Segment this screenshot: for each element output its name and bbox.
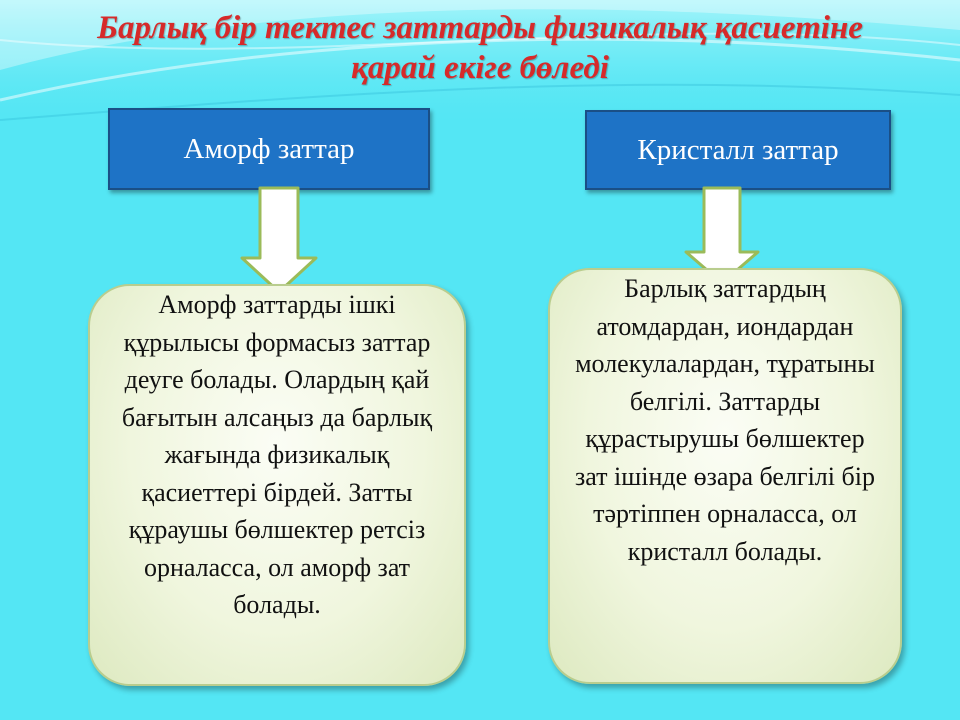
- crystal-description-box: [548, 268, 902, 684]
- down-arrow-left-icon: [240, 186, 320, 296]
- crystal-description-text: Барлық заттардың атомдардан, иондардан молекулалардан, тұратыны белгілі. Заттарды құрастырушы бөлшектер зат ішінде өзара белгілі бір тәртіппен орналасса, ол кристалл болады.: [575, 274, 875, 566]
- amorphous-header-label: Аморф заттар: [183, 133, 355, 165]
- amorphous-description-box: [88, 284, 466, 686]
- slide-title-line1: Барлық бір тектес заттарды физикалық қасиетіне: [97, 10, 863, 46]
- crystal-header-box: [585, 110, 891, 190]
- crystal-header-label: Кристалл заттар: [637, 134, 839, 166]
- slide-title: [20, 8, 940, 88]
- slide-title-line2: қарай екіге бөледі: [351, 50, 609, 86]
- amorphous-description-text: Аморф заттарды ішкі құрылысы формасыз заттар деуге болады. Олардың қай бағытын алсаңыз да барлық жағында физикалық қасиеттері бірдей. Затты құраушы бөлшектер ретсіз орналасса, ол аморф зат болады.: [121, 290, 433, 619]
- amorphous-header-box: [108, 108, 430, 190]
